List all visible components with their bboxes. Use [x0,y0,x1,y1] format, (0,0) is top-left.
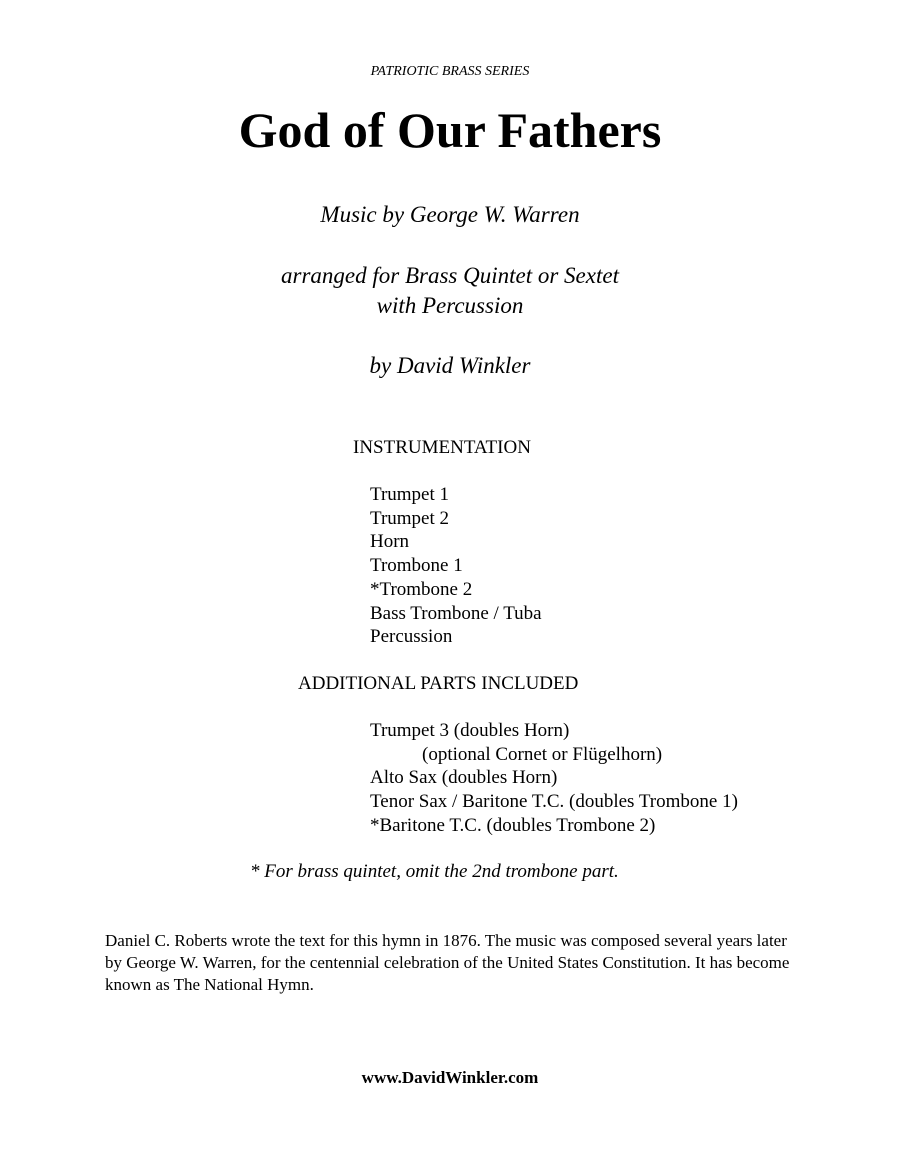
additional-part-item: Tenor Sax / Baritone T.C. (doubles Trombone 1) [370,791,738,813]
instrument-item: Trumpet 2 [370,507,450,529]
website-link[interactable]: www.DavidWinkler.com [361,1068,539,1087]
additional-part-item: *Baritone T.C. (doubles Trombone 2) [370,814,656,836]
instrument-item: Horn [370,531,410,553]
arranger-credit: by David Winkler [369,353,531,378]
additional-part-item: Trumpet 3 (doubles Horn) [370,720,570,741]
instrument-item: Trumpet 1 [370,484,450,505]
additional-parts-list [370,719,738,838]
instrument-item: Bass Trombone / Tuba [370,602,542,624]
instrumentation-heading: INSTRUMENTATION [353,437,531,458]
footnote: * For brass quintet, omit the 2nd trombone part. [250,861,619,882]
instrument-item: Trombone 1 [370,555,463,577]
arrangement-line-1: arranged for Brass Quintet or Sextet [281,263,619,288]
hymn-description: Daniel C. Roberts wrote the text for this hymn in 1876. The music was composed several years later by George W. Warren, for the centennial celebration of the United States Constitution. It has become known as The National Hymn. [105,931,790,994]
composer-credit: Music by George W. Warren [320,202,580,227]
arrangement-description [0,261,900,321]
instrument-item: *Trombone 2 [370,578,473,600]
additional-parts-heading: ADDITIONAL PARTS INCLUDED [298,673,579,694]
additional-part-item: Alto Sax (doubles Horn) [370,767,558,789]
series-label: PATRIOTIC BRASS SERIES [370,64,530,79]
arrangement-line-2: with Percussion [376,293,524,318]
instrumentation-list [370,483,542,649]
page-title: God of Our Fathers [238,102,662,158]
additional-part-note: (optional Cornet or Flügelhorn) [422,743,663,765]
instrument-item: Percussion [370,626,453,648]
